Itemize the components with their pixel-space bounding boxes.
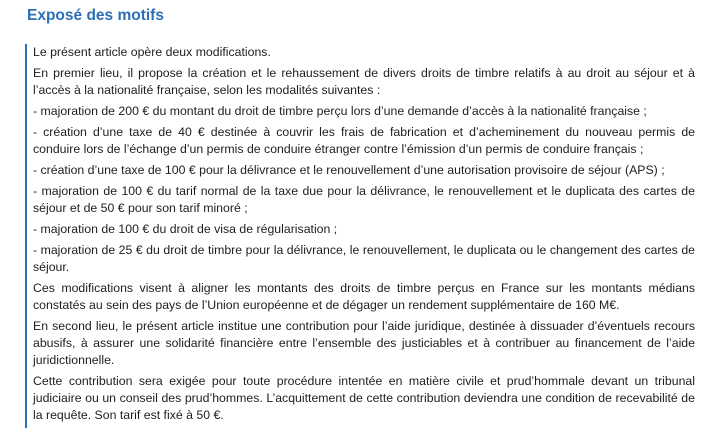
paragraph: Ces modifications visent à aligner les montants des droits de timbre perçus en France sur les montants médians constatés au sein des pays de l’Union européenne et de dégager un rendement supplémentaire de 160 M€. [33, 281, 695, 312]
paragraph: Le présent article opère deux modifications. [33, 45, 271, 59]
list-item: - majoration de 100 € du droit de visa de régularisation ; [33, 222, 338, 236]
paragraph: En second lieu, le présent article institue une contribution pour l’aide juridique, destinée à dissuader d’éventuels recours abusifs, à assurer une solidarité financière entre l’ensemble des justiciables et à contribuer au financement de l’aide juridictionnelle. [33, 319, 695, 367]
list-item: - création d’une taxe de 40 € destinée à couvrir les frais de fabrication et d’acheminement du nouveau permis de conduire lors de l’échange d’un permis de conduire étranger contre l’émission d’un permis de conduire français ; [33, 125, 695, 156]
paragraph: En premier lieu, il propose la création et le rehaussement de divers droits de timbre relatifs à au droit au séjour et à l’accès à la nationalité française, selon les modalités suivantes : [33, 66, 695, 97]
paragraph: Cette contribution sera exigée pour toute procédure intentée en matière civile et prud’hommale devant un tribunal judiciaire ou un conseil des prud’hommes. L’acquittement de cette contribution deviendra une condition de recevabilité de la requête. Son tarif est fixé à 50 €. [33, 374, 695, 422]
list-item: - majoration de 100 € du tarif normal de la taxe due pour la délivrance, le renouvellement et le duplicata des cartes de séjour et de 50 € pour son tarif minoré ; [33, 184, 695, 215]
section-body [25, 44, 695, 428]
list-item: - création d’une taxe de 100 € pour la délivrance et le renouvellement d’une autorisation provisoire de séjour (APS) ; [33, 163, 665, 177]
list-item: - majoration de 200 € du montant du droit de timbre perçu lors d’une demande d’accès à la nationalité française ; [33, 104, 647, 118]
section-title: Exposé des motifs [27, 7, 164, 24]
list-item: - majoration de 25 € du droit de timbre pour la délivrance, le renouvellement, le duplicata ou le changement des cartes de séjour. [33, 243, 695, 274]
